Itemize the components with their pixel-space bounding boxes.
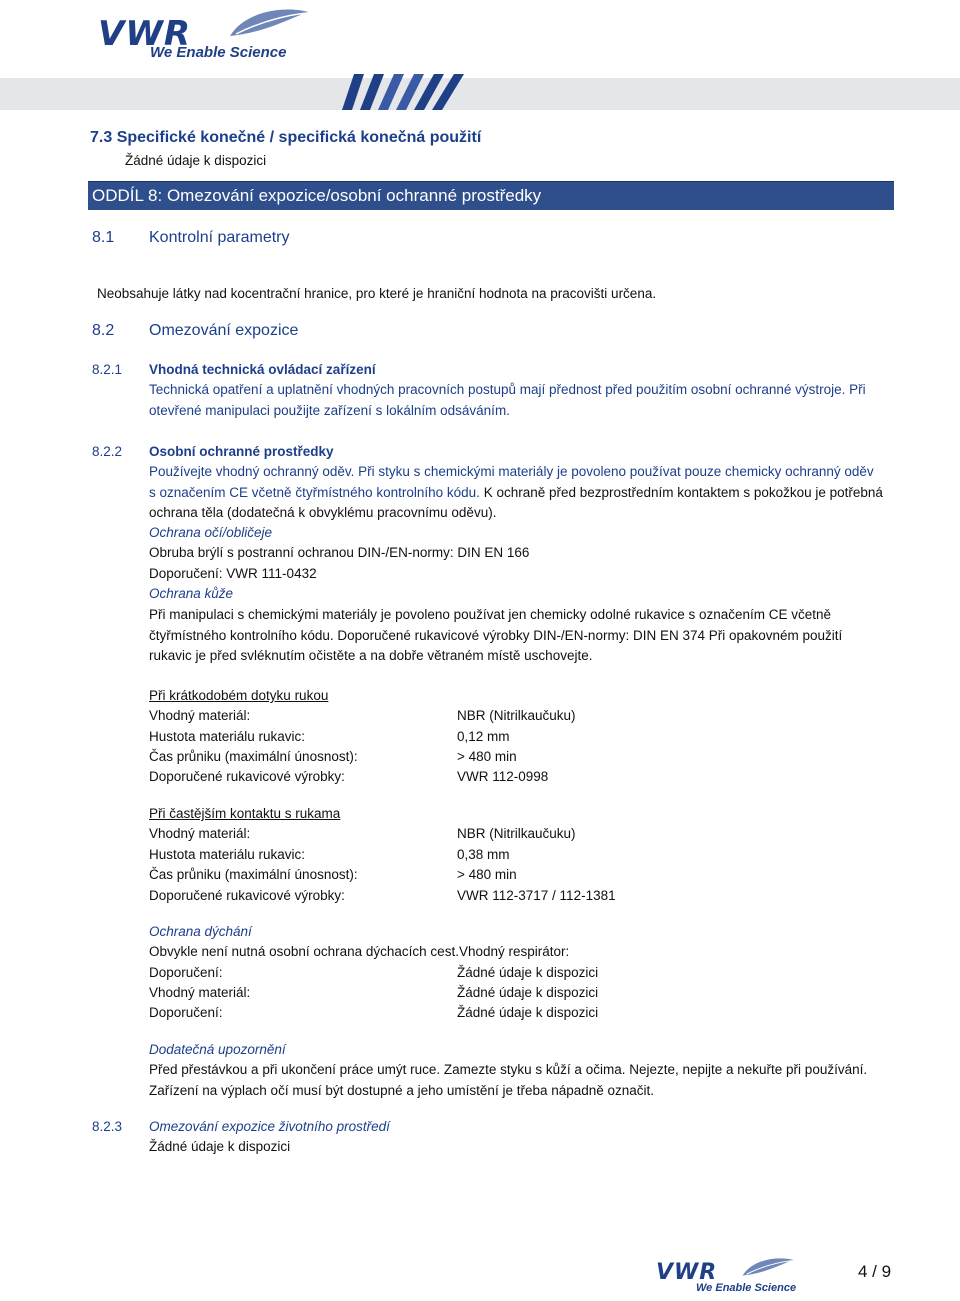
- eye-protection-line-1: Obruba brýlí s postranní ochranou DIN-/EN-normy: DIN EN 166: [149, 545, 530, 560]
- breathing-value: Žádné údaje k dispozici: [457, 965, 599, 980]
- vwr-leaf-icon: [738, 1256, 798, 1282]
- breathing-protection-label: Ochrana dýchání: [149, 924, 252, 939]
- short-contact-label: Vhodný materiál:: [149, 708, 251, 723]
- breathing-label: Doporučení:: [149, 1005, 223, 1020]
- section-8-1-text: Neobsahuje látky nad kocentrační hranice, pro které je hraniční hodnota na pracovišti určena.: [97, 286, 657, 301]
- section-7-3-text: Žádné údaje k dispozici: [125, 153, 267, 168]
- breathing-value: Žádné údaje k dispozici: [457, 1005, 599, 1020]
- short-contact-value: 0,12 mm: [457, 729, 510, 744]
- additional-notes-line-1: Před přestávkou a při ukončení práce umýt ruce. Zamezte styku s kůží a očima. Nejezte, nepijte a nekuřte při používání.: [149, 1062, 868, 1077]
- section-8-1-number: 8.1: [92, 229, 115, 246]
- page-number: 4 / 9: [858, 1262, 892, 1281]
- section-8-2-1-text: Technická opatření a uplatnění vhodných pracovních postupů mají přednost před použitím osobní ochranné výstroje. Při otevřené manipulaci použijte zařízení s lokálním odsáváním.: [149, 382, 866, 418]
- intro-a: Používejte vhodný ochranný oděv.: [149, 464, 355, 479]
- frequent-contact-label: Čas průniku (maximální únosnost):: [149, 867, 358, 882]
- logo-word: VWR: [98, 14, 191, 54]
- frequent-contact-label: Vhodný materiál:: [149, 826, 251, 841]
- breathing-value: Žádné údaje k dispozici: [457, 985, 599, 1000]
- additional-notes-label: Dodatečná upozornění: [149, 1042, 286, 1057]
- section-7-3-title: 7.3 Specifické konečné / specifická konečná použití: [90, 129, 482, 146]
- additional-notes-line-2: Zařízení na výplach očí musí být dostupné a jeho umístění je třeba nápadně označit.: [149, 1083, 655, 1098]
- frequent-contact-value: 0,38 mm: [457, 847, 510, 862]
- section-8-2-3-text: Žádné údaje k dispozici: [149, 1139, 291, 1154]
- intro-b: Při styku s chemickými materiály je povoleno používat pouze chemicky ochranný oděv s označením CE včetně čtyřmístného kontrolního kódu.: [149, 464, 874, 500]
- short-contact-value: NBR (Nitrilkaučuku): [457, 708, 576, 723]
- breathing-label: Vhodný materiál:: [149, 985, 251, 1000]
- section-8-2-number: 8.2: [92, 322, 115, 339]
- section-8-2-2-number: 8.2.2: [92, 444, 123, 459]
- eye-protection-label: Ochrana očí/obličeje: [149, 525, 273, 540]
- vwr-leaf-icon: [226, 6, 312, 46]
- intro-c: K ochraně před bezprostředním kontaktem s pokožkou je potřebná ochrana těla (dodatečná k obvyklému pracovnímu oděvu).: [149, 484, 883, 520]
- section-8-2-3-number: 8.2.3: [92, 1119, 123, 1134]
- short-contact-heading: Při krátkodobém dotyku rukou: [149, 688, 329, 703]
- section-8-2-1-title: Vhodná technická ovládací zařízení: [149, 362, 376, 377]
- eye-protection-line-2: Doporučení: VWR 111-0432: [149, 566, 317, 581]
- short-contact-label: Hustota materiálu rukavic:: [149, 729, 306, 744]
- short-contact-label: Čas průniku (maximální únosnost):: [149, 749, 358, 764]
- section-8-2-1-number: 8.2.1: [92, 362, 123, 377]
- skin-protection-text: Při manipulaci s chemickými materiály je povoleno používat jen chemicky odolné rukavice s označením CE včetně čtyřmístného kontrolního kódu. Doporučené rukavicové výrobky DIN-/EN-normy: DIN EN 374 Při opakovném použití rukavic je před svléknutím očistěte a na dobře větraném místě uschovejte.: [149, 607, 843, 663]
- section-8-bar: [88, 181, 894, 210]
- section-8-title: ODDÍL 8: Omezování expozice/osobní ochranné prostředky: [92, 186, 542, 205]
- short-contact-label: Doporučené rukavicové výrobky:: [149, 769, 345, 784]
- breathing-label: Doporučení:: [149, 965, 223, 980]
- section-8-2-2-intro: [149, 462, 884, 524]
- footer-logo-tagline: We Enable Science: [696, 1282, 797, 1294]
- frequent-contact-label: Hustota materiálu rukavic:: [149, 847, 306, 862]
- skin-protection-label: Ochrana kůže: [149, 586, 234, 601]
- frequent-contact-heading: Při častějším kontaktu s rukama: [149, 806, 341, 821]
- frequent-contact-value: > 480 min: [457, 867, 517, 882]
- header-chevrons-graphic: [330, 70, 960, 114]
- section-8-2-title: Omezování expozice: [149, 322, 299, 339]
- section-8-2-2-title: Osobní ochranné prostředky: [149, 444, 334, 459]
- section-8-2-3-title: Omezování expozice životního prostředí: [149, 1119, 390, 1134]
- short-contact-value: > 480 min: [457, 749, 517, 764]
- short-contact-value: VWR 112-0998: [457, 769, 549, 784]
- section-8-1-title: Kontrolní parametry: [149, 229, 290, 246]
- frequent-contact-value: NBR (Nitrilkaučuku): [457, 826, 576, 841]
- frequent-contact-label: Doporučené rukavicové výrobky:: [149, 888, 345, 903]
- logo-tagline: We Enable Science: [150, 44, 287, 61]
- footer-logo-word: VWR: [656, 1260, 718, 1285]
- frequent-contact-value: VWR 112-3717 / 112-1381: [457, 888, 616, 903]
- breathing-protection-intro: Obvykle není nutná osobní ochrana dýchacích cest.Vhodný respirátor:: [149, 944, 570, 959]
